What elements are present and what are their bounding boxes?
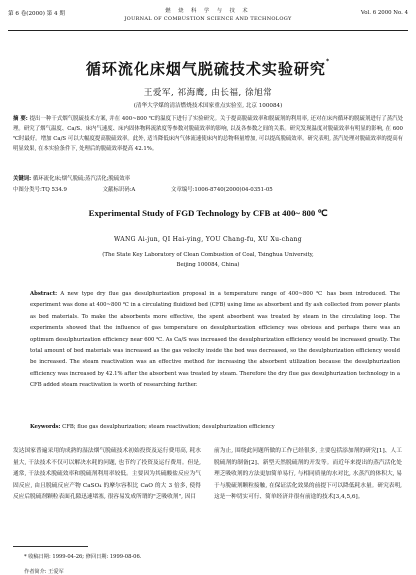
paper-title-en: Experimental Study of FGD Technology by CFB at 400~ 800 ℃ xyxy=(88,208,328,218)
issue-info: 第 6 卷(2000) 第 4 期 xyxy=(8,11,65,17)
footnote: * 收稿日期: 1999-04-26; 修回日期: 1999-08-06. xyxy=(24,554,142,560)
affiliation-en-line-1: (The State Key Laboratory of Clean Combustion of Coal, Tsinghua University, xyxy=(102,252,314,258)
body-column-right: 前为止, 围绕此问题所做的工作已经很多, 主要包括添加剂的研究[1]、人工脱硫剂的制备[2]、新型天然脱硫剂的开发等。而近年来提出的蒸汽活化处理乏吸收剂的方法更加简单易行, 与相同质量的水对比, 水蒸汽的体积大, 易于与脱硫剂颗粒接触, 在保证活化效果的前提下可以降低耗水量。研究表明, 这是一种切实可行、简单经济并很有前途的技术[3,4,5,6]。 xyxy=(214,448,402,501)
paper-title-cn-text: 循环流化床烟气脱硫技术实验研究 xyxy=(85,60,326,78)
authors-en: WANG Ai-jun, QI Hai-ying, YOU Chang-fu, XU Xu-chang xyxy=(114,236,302,243)
abstract-cn-text: 提出一种干式烟气脱硫技术方案, 并在 400~800 ℃的温度下进行了实验研究。关于提高脱硫效率和脱硫剂的利用率, 还对在床内循环的脱硫剂进行了蒸汽处理。研究了烟气温度、Ca/S、床内气速度、床内固体物料流浓度等参数对脱硫效率的影响, 以及各参数之间的关系。研究发现温度对脱硫效率有明显的影响, 在 600 ℃时最好。增加 Ca/S 可以大幅度提高脱硫效率。此外, 适当降低床内气体流速使床内的总物料量增加, 可以提高脱硫效率。研究表明, 蒸汽处理对脱硫效率的提高有明显效果, 在本实验条件下, 处理后的脱硫效率提高 42.1%。 xyxy=(13,116,403,152)
abstract-en-label: Abstract: xyxy=(30,291,58,297)
abstract-cn xyxy=(13,114,403,154)
body-column-left: 发达国家普遍采用的成熟的湿法烟气脱硫技术初始投资及运行费用高, 耗水量大, 干法技术不仅可以解决水耗的问题, 也节约了投资及运行费用。但是, 通常, 干法技术脱硫效率和脱硫剂利用率较低。主要因为其硫酸盐反应为气固反应, 由且脱硫反应产物 CaSO₄ 的摩尔容积比 CaO 的大 3 倍多, 使得反应后脱硫剂颗粒表面孔隙迅速堵塞, 很容易发成所谓的"乏吸收剂", 因目 xyxy=(13,448,201,501)
keywords-cn-text: 循环流化床;烟气脱硫;蒸汽活化;脱硫效率 xyxy=(32,176,130,182)
title-footnote-mark: * xyxy=(325,58,331,65)
paper-title-cn xyxy=(0,58,416,79)
affiliation-cn: (清华大学煤的清洁燃烧技术国家重点实验室, 北京 100084) xyxy=(133,103,283,109)
keywords-en-label: Keywords: xyxy=(30,424,61,430)
keywords-cn-label: 关键词: xyxy=(13,176,32,182)
footnote-divider xyxy=(13,546,88,547)
abstract-cn-label: 摘 要: xyxy=(13,116,28,122)
volume-info: Vol. 6 2000 No. 4 xyxy=(360,10,408,16)
classification-cn xyxy=(13,185,403,193)
affiliation-en-line-2: Beijing 100084, China) xyxy=(176,262,240,268)
journal-name-cn: 燃 烧 科 学 与 技 术 xyxy=(165,8,251,14)
footnote-author: 作者简介: 王爱军 xyxy=(24,569,64,575)
document-code: 文献标识码:A xyxy=(102,187,136,193)
journal-header xyxy=(8,6,408,31)
abstract-en-text: A new type dry flue gas desulphurization proposal in a temperature range of 400~800 ℃ has been introduced. The experiment was done at 400~800 ℃ in a circulating fluidized bed (CFB) using lime as absorbent and fly ash collected from power plants as bed materials. To make the absorbents more effective, the spent absorbent was treated by steam in the circulating loop. The experiments showed that the influence of gas temperature on desulphurization efficiency was obvious and perhaps there was an optimum desulphurization efficiency near 600 ℃. As Ca/S was increased the desulphurization efficiency would be increased greatly. The total amount of bed materials was increased as the gas velocity inside the bed was decreased, so the desulphurization efficiency would be increased. The steam reactivation was an effective method for increasing the absorbent utilization because the desulphurization efficiency was increased by 42.1% after the absorbent was treated by steam. Therefore the dry flue gas desulphurization technology in a CFB added steam reactivation is worth of researching further. xyxy=(30,291,400,389)
clc-number: 中图分类号:TQ 534.9 xyxy=(13,187,67,193)
article-number: 文章编号:1006-8740(2000)04-0351-05 xyxy=(171,187,273,193)
journal-name xyxy=(8,7,408,23)
authors-cn: 王爱军, 祁海鹰, 由长福, 徐旭常 xyxy=(143,88,273,98)
journal-name-en: JOURNAL OF COMBUSTION SCIENCE AND TECHNOLOGY xyxy=(124,16,292,22)
affiliation-en xyxy=(0,250,416,270)
keywords-en-text: CFB; flue gas desulphurization; steam reactivation; desulphurization efficiency xyxy=(62,424,275,430)
keywords-cn xyxy=(13,174,403,182)
abstract-en xyxy=(30,289,400,392)
keywords-en xyxy=(30,424,400,430)
